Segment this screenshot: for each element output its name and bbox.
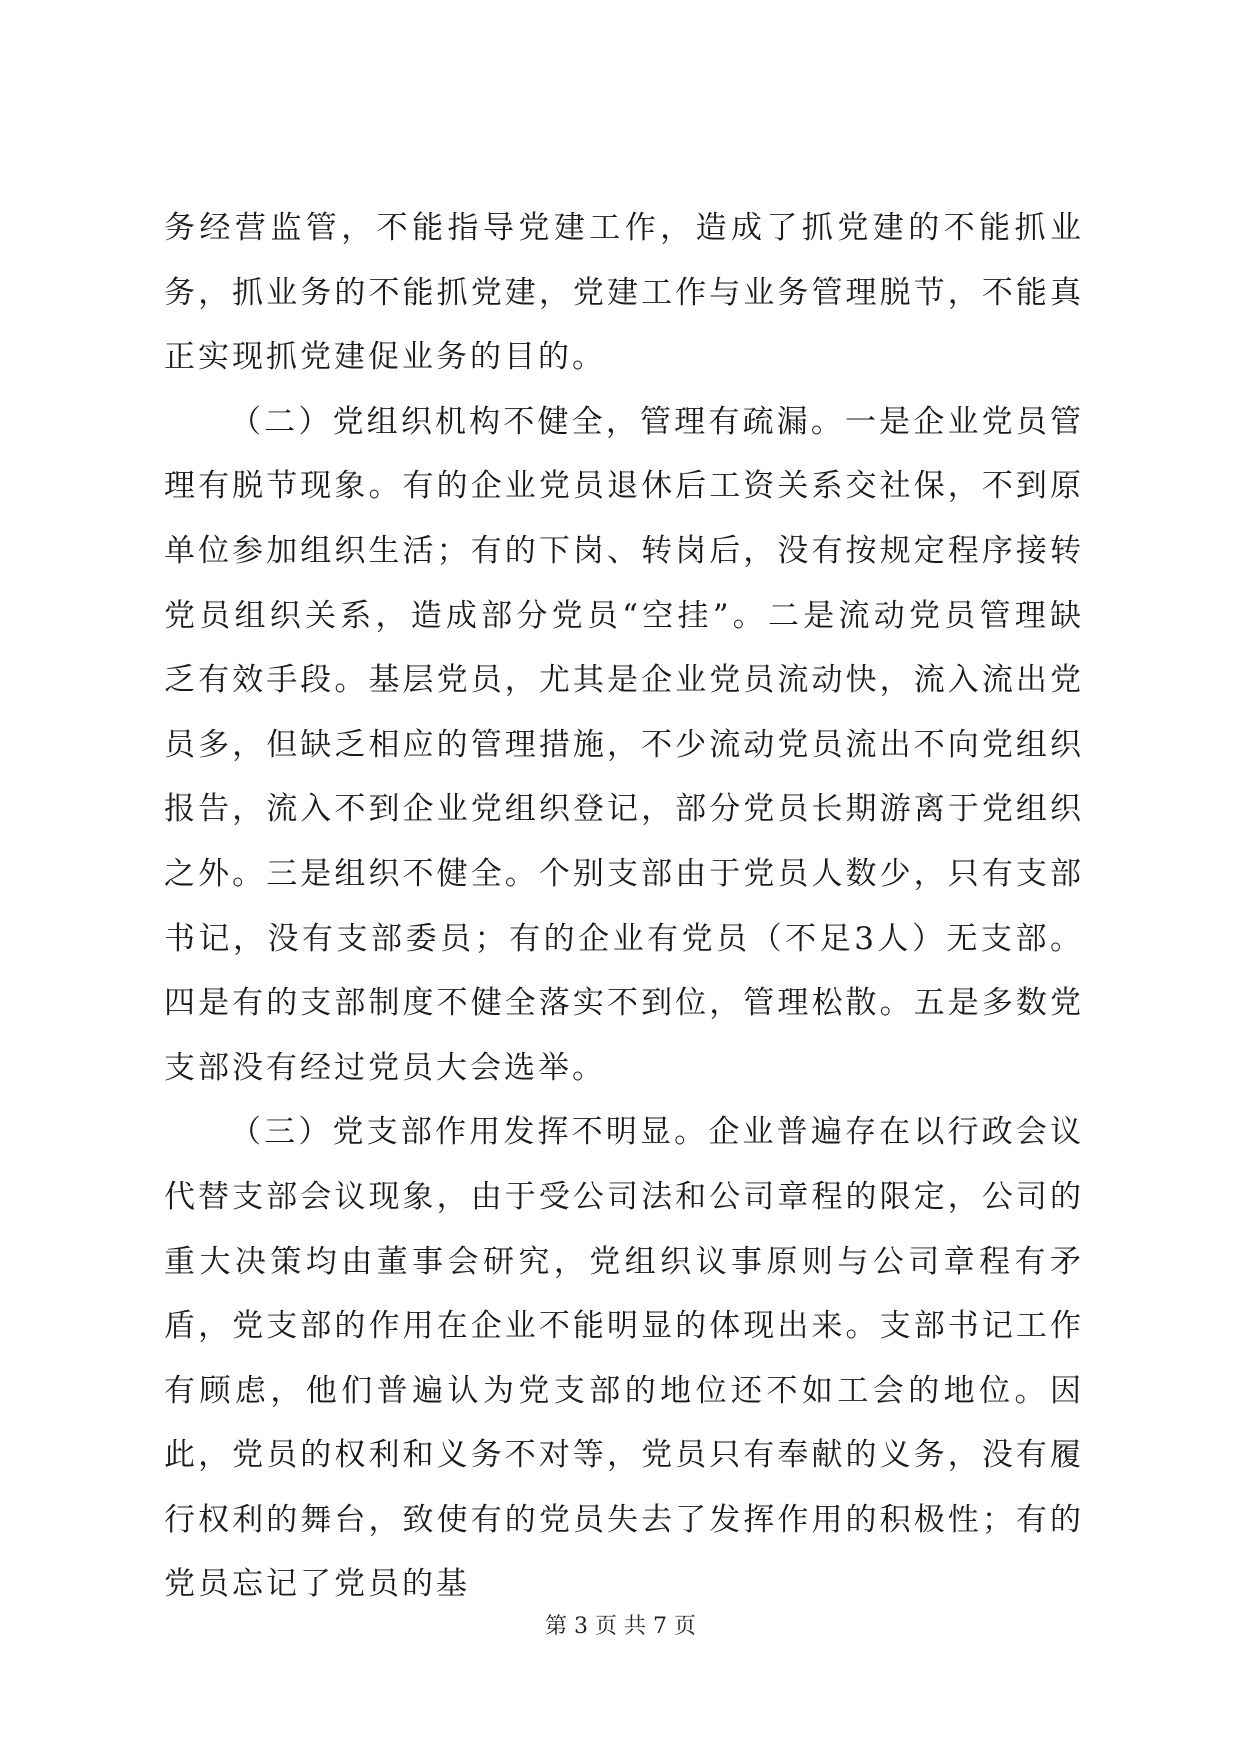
paragraph-section-three: （三）党支部作用发挥不明显。企业普遍存在以行政会议代替支部会议现象，由于受公司法和公司章程的限定，公司的重大决策均由董事会研究，党组织议事原则与公司章程有矛盾，党支部的作用在企业不能明显的体现出来。支部书记工作有顾虑，他们普遍认为党支部的地位还不如工会的地位。因此，党员的权利和义务不对等，党员只有奉献的义务，没有履行权利的舞台，致使有的党员失去了发挥作用的积极性；有的党员忘记了党员的基	[164, 1114, 1084, 1603]
page-footer	[0, 1609, 1241, 1640]
paragraph-continuation: 务经营监管，不能指导党建工作，造成了抓党建的不能抓业务，抓业务的不能抓党建，党建工作与业务管理脱节，不能真正实现抓党建促业务的目的。	[164, 210, 1084, 376]
paragraph-section-two: （二）党组织机构不健全，管理有疏漏。一是企业党员管理有脱节现象。有的企业党员退休后工资关系交社保，不到原单位参加组织生活；有的下岗、转岗后，没有按规定程序接转党员组织关系，造成部分党员“空挂”。二是流动党员管理缺乏有效手段。基层党员，尤其是企业党员流动快，流入流出党员多，但缺乏相应的管理措施，不少流动党员流出不向党组织报告，流入不到企业党组织登记，部分党员长期游离于党组织之外。三是组织不健全。个别支部由于党员人数少，只有支部书记，没有支部委员；有的企业有党员（不足3人）无支部。四是有的支部制度不健全落实不到位，管理松散。五是多数党支部没有经过党员大会选举。	[164, 403, 1084, 1086]
body-text	[164, 196, 1084, 1617]
page-number-label: 第 3 页 共 7 页	[545, 1614, 696, 1639]
